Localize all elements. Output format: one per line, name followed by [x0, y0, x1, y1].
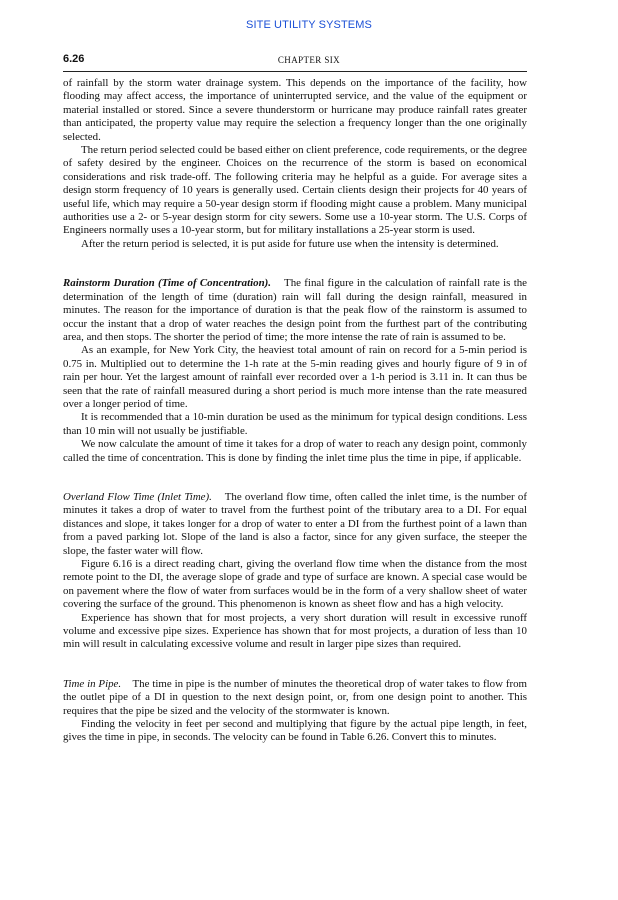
- paragraph: Finding the velocity in feet per second and multiplying that figure by the actual pipe length, in feet, gives the time in pipe, in seconds. The velocity can be found in Table 6.26. Convert this to minutes.: [63, 718, 527, 744]
- section-overland-flow-time: [63, 491, 527, 558]
- body-text: [63, 77, 527, 745]
- paragraph-text: The overland flow time, often called the inlet time, is the number of minutes it takes a drop of water to travel from the furthest point of the tributary area to a DI. For equal distances and slope, it takes longer for a drop of water to enter a DI from the furthest point of a lawn than from a paved parking lot. Slope of the land is also a factor, since for any given surface, the steeper the slope, the faster water will flow.: [63, 490, 527, 557]
- paragraph: As an example, for New York City, the heaviest total amount of rain on record for a 5-min period is 0.75 in. Multiplied out to determine the 1-h rate at the 5-min reading gives and hourly figure of 9 in of rain per hour. Yet the largest amount of rainfall ever recorded over a 1-h period is 3.11 in. It can thus be seen that the rate of rainfall measured during a short period is much more intense than the rate measured over a longer period of time.: [63, 344, 527, 410]
- paragraph: It is recommended that a 10-min duration be used as the minimum for typical design conditions. Less than 10 min will not usually be justifiable.: [63, 411, 527, 437]
- header-rule: [63, 71, 527, 72]
- paragraph: After the return period is selected, it is put aside for future use when the intensity is determined.: [81, 237, 499, 250]
- section-heading: Time in Pipe.: [63, 677, 122, 690]
- section-heading: Rainstorm Duration (Time of Concentration).: [63, 277, 271, 290]
- paragraph: We now calculate the amount of time it takes for a drop of water to reach any design point, commonly called the time of concentration. This is done by finding the inlet time plus the time in pipe, if applicable.: [63, 438, 527, 464]
- section-rainstorm-duration: [63, 277, 527, 344]
- paragraph: of rainfall by the storm water drainage system. This depends on the importance of the facility, how flooding may affect access, the importance of uninterrupted service, and the value of the equipment or material installed or stored. Since a severe thunderstorm or hurricane may produce rainfall rates greater than anticipated, the property value may require the selection a frequency longer than the one originally selected.: [63, 77, 527, 143]
- paragraph: The return period selected could be based either on client preference, code requirements, or the degree of safety desired by the engineer. Choices on the recurrence of the storm is based on economical considerations and risk trade-off. The following criteria may he helpful as a guide. For average sites a design storm frequency of 10 years is generally used. Certain clients design their projects for 40 years of useful life, which may require a 50-year design storm if flooding might cause a problem. Many municipal authorities use a 2- or 5-year design storm for city sewers. Some use a 10-year storm. The U.S. Corps of Engineers normally uses a 10-year storm, but for military installations a 25-year storm is used.: [63, 144, 528, 237]
- chapter-title: CHAPTER SIX: [277, 55, 341, 65]
- section-heading: Overland Flow Time (Inlet Time).: [63, 490, 212, 503]
- page-number: 6.26: [63, 53, 85, 65]
- section-time-in-pipe: [63, 678, 527, 718]
- paragraph-text: The final figure in the calculation of rainfall rate is the determination of the length of time (duration) rain will fall during the design rainfall, measured in minutes. The reason for the importance of duration is that the peak flow of the rainstorm is assumed to occur the instant that a drop of water reaches the design point from the furthest part of the contributing area, and then stops. The shorter the period of time; the more intense the rate of rain is assumed to be.: [63, 277, 527, 343]
- paragraph: Figure 6.16 is a direct reading chart, giving the overland flow time when the distance from the most remote point to the DI, the average slope of grade and type of surface are known. A special case would be on pavement where the flow of water from surfaces would be in the form of a very shallow sheet of water covering the surface of the ground. This phenomenon is known as sheet flow and has a high velocity.: [63, 558, 527, 611]
- running-head: SITE UTILITY SYSTEMS: [246, 19, 372, 31]
- paragraph: Experience has shown that for most projects, a very short duration will result in excessive runoff volume and excessive pipe sizes. Experience has shown that for most projects, a duration of less than 10 min will result in calculating excessive volume and result in larger pipe sizes than required.: [63, 611, 527, 651]
- paragraph-text: The time in pipe is the number of minutes the theoretical drop of water takes to flow from the outlet pipe of a DI in question to the next design point, or, from one design point to another. This requires that the pipe be sized and the velocity of the stormwater is known.: [63, 677, 528, 717]
